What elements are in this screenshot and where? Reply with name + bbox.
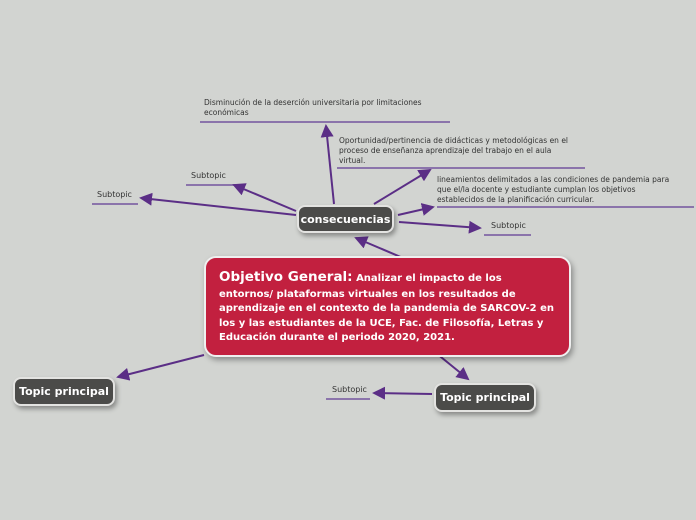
annotation-lineamientos[interactable]: [437, 175, 669, 205]
annotation-line: que el/la docente y estudiante cumplan los objetivos: [437, 185, 636, 194]
annotation-line: proceso de enseñanza aprendizaje del trabajo en el aula: [339, 146, 552, 155]
central-topic-title: Objetivo General:: [219, 269, 353, 285]
annotation-line: lineamientos delimitados a las condiciones de pandemia para: [437, 175, 670, 184]
subtopic-left[interactable]: Subtopic: [97, 190, 132, 199]
topic-principal-left[interactable]: Topic principal: [13, 377, 115, 406]
annotation-line: virtual.: [339, 156, 366, 165]
annotation-desercion[interactable]: [204, 98, 422, 118]
annotation-oportunidad[interactable]: [339, 136, 568, 166]
subtopic-upper-left[interactable]: Subtopic: [191, 171, 226, 180]
subtopic-right[interactable]: Subtopic: [491, 221, 526, 230]
central-topic[interactable]: [204, 256, 571, 357]
annotation-line: Oportunidad/pertinencia de didácticas y metodológicas en el: [339, 136, 569, 145]
annotation-line: Disminución de la deserción universitaria por limitaciones: [204, 98, 422, 107]
annotation-line: establecidos de la planificación curricular.: [437, 195, 595, 204]
central-topic-body: Analizar el impacto de los entornos/ plataformas virtuales en los resultados de aprendizaje en el contexto de la pandemia de SARCOV-2 en los y las estudiantes de la UCE, Fac. de Filosofía, Letras y Educación durante el periodo 2020, 2021.: [219, 273, 554, 344]
topic-principal-right[interactable]: Topic principal: [434, 383, 536, 412]
subtopic-bottom[interactable]: Subtopic: [332, 385, 367, 394]
topic-consecuencias[interactable]: consecuencias: [297, 205, 394, 233]
annotation-line: económicas: [204, 108, 249, 117]
